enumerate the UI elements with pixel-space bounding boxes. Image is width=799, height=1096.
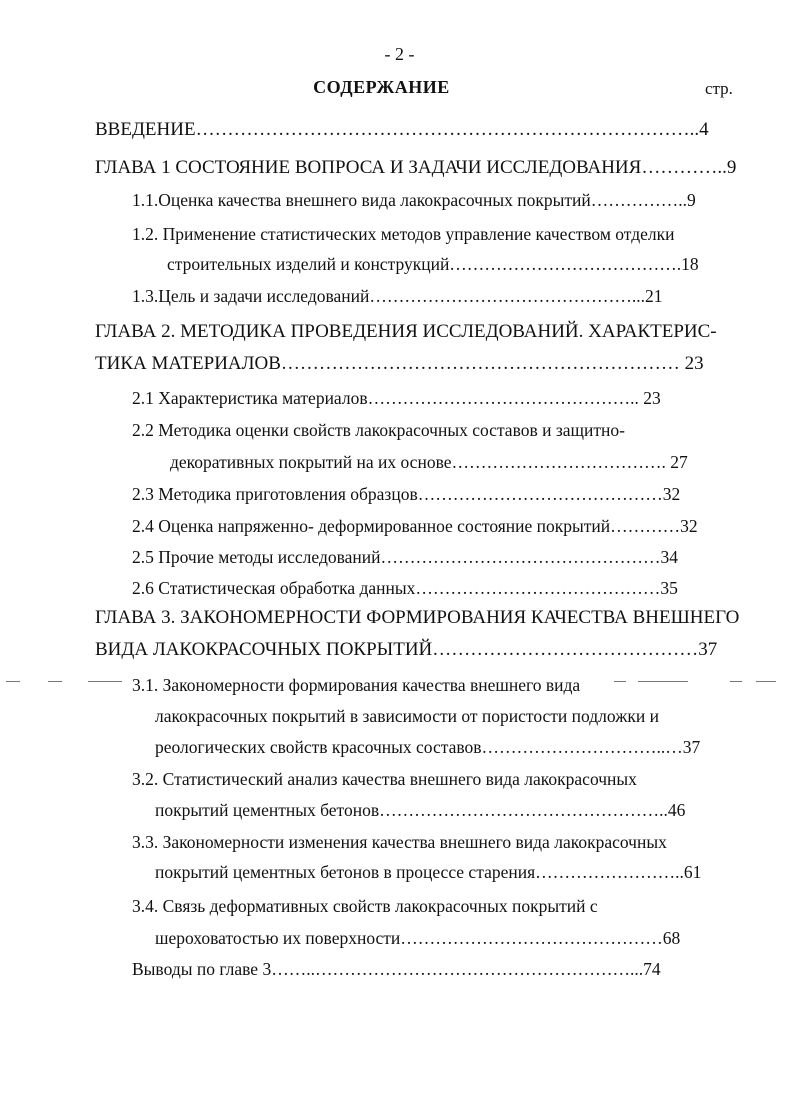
toc-entry-chapter-3-continued: ВИДА ЛАКОКРАСОЧНЫХ ПОКРЫТИЙ……………………………………37 xyxy=(95,639,718,660)
toc-entry-section-2-2: 2.2 Методика оценки свойств лакокрасочных составов и защитно- xyxy=(132,420,625,440)
toc-entry-section-1-3: 1.3.Цель и задачи исследований………………………………………...21 xyxy=(132,286,663,306)
toc-entry-chapter-2: ГЛАВА 2. МЕТОДИКА ПРОВЕДЕНИЯ ИССЛЕДОВАНИЙ. ХАРАКТЕРИС- xyxy=(95,321,717,342)
toc-entry-section-2-1: 2.1 Характеристика материалов……………………………………….. 23 xyxy=(132,388,661,408)
scan-artifact-line xyxy=(88,681,122,682)
scan-artifact-line xyxy=(614,681,626,682)
toc-entry-introduction: ВВЕДЕНИЕ……………………………………………………………………..4 xyxy=(95,119,709,140)
toc-entry-section-3-1-continued: лакокрасочных покрытий в зависимости от пористости подложки и xyxy=(155,706,659,726)
scan-artifact-line xyxy=(730,681,742,682)
toc-entry-section-3-4-continued: шероховатостью их поверхности………………………………………68 xyxy=(155,928,681,948)
toc-entry-section-3-3: 3.3. Закономерности изменения качества внешнего вида лакокрасочных xyxy=(132,832,667,852)
toc-entry-section-1-1: 1.1.Оценка качества внешнего вида лакокрасочных покрытий……………..9 xyxy=(132,190,696,210)
toc-entry-chapter-1: ГЛАВА 1 СОСТОЯНИЕ ВОПРОСА И ЗАДАЧИ ИССЛЕДОВАНИЯ…………..9 xyxy=(95,157,737,178)
scan-artifact-line xyxy=(6,681,20,682)
toc-entry-section-3-1-continued-2: реологических свойств красочных составов…………………………..…37 xyxy=(155,737,701,757)
toc-entry-section-1-2-continued: строительных изделий и конструкций………………………………….18 xyxy=(167,254,699,274)
scan-artifact-line xyxy=(756,681,776,682)
toc-entry-section-1-2: 1.2. Применение статистических методов управление качеством отделки xyxy=(132,224,675,244)
toc-entry-section-3-1: 3.1. Закономерности формирования качества внешнего вида xyxy=(132,675,581,695)
toc-entry-section-2-5: 2.5 Прочие методы исследований…………………………………………34 xyxy=(132,547,679,567)
toc-entry-section-3-2: 3.2. Статистический анализ качества внешнего вида лакокрасочных xyxy=(132,769,637,789)
toc-entry-section-2-4: 2.4 Оценка напряженно- деформированное состояние покрытий…………32 xyxy=(132,516,698,536)
toc-entry-chapter-3-conclusions: Выводы по главе 3……..………………………………………………...74 xyxy=(132,959,661,979)
toc-entry-section-3-2-continued: покрытий цементных бетонов…………………………………………..46 xyxy=(155,800,686,820)
pages-column-label: стр. xyxy=(705,79,733,98)
toc-entry-section-2-6: 2.6 Статистическая обработка данных……………………………………35 xyxy=(132,578,678,598)
toc-entry-chapter-2-continued: ТИКА МАТЕРИАЛОВ……………………………………………………… 23 xyxy=(95,353,704,374)
toc-entry-section-2-3: 2.3 Методика приготовления образцов……………………………………32 xyxy=(132,484,681,504)
scan-artifact-line xyxy=(48,681,62,682)
toc-entry-section-3-4: 3.4. Связь деформативных свойств лакокрасочных покрытий с xyxy=(132,896,598,916)
toc-entry-chapter-3: ГЛАВА 3. ЗАКОНОМЕРНОСТИ ФОРМИРОВАНИЯ КАЧЕСТВА ВНЕШНЕГО xyxy=(95,607,740,628)
scan-artifact-line xyxy=(638,681,688,682)
toc-entry-section-3-3-continued: покрытий цементных бетонов в процессе старения……………………..61 xyxy=(155,862,702,882)
page-title: СОДЕРЖАНИЕ xyxy=(313,77,450,97)
toc-entry-section-2-2-continued: декоративных покрытий на их основе………………………………. 27 xyxy=(170,452,688,472)
page-number: - 2 - xyxy=(384,44,415,64)
